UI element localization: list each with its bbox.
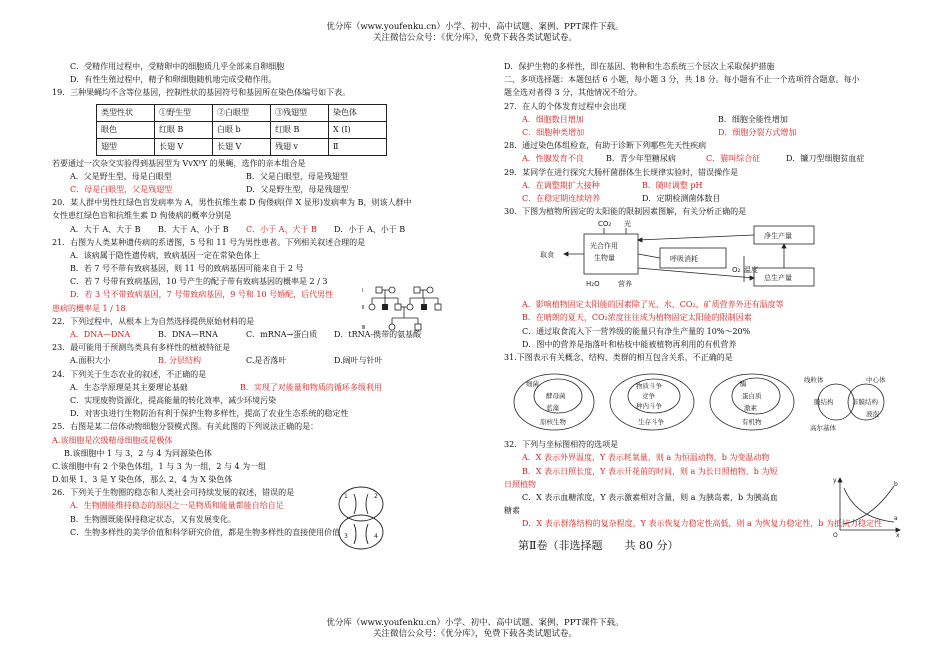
table-cell: 长翅 V — [155, 138, 213, 155]
q28-stem: 28．通过染色体组检查，有助于诊断下列哪些先天性疾病 — [504, 141, 707, 151]
q30-label: 温度 — [744, 266, 758, 275]
page-header — [0, 22, 950, 44]
q26-option-c: C．生物多样性的美学价值和科学研究价值，都是生物多样性的直接使用价值 — [70, 527, 341, 537]
q27-option-a: A．细胞数目增加 — [522, 114, 584, 124]
q32-option-c-cont: 糖素 — [504, 506, 520, 516]
pedigree-female — [389, 324, 395, 330]
q31-label: 中心体 — [866, 376, 886, 385]
q22-option-d: D．tRNA-携带的氨基酸 — [334, 330, 422, 339]
q25-option-d: D.如果 1、3 是 Y 染色体，那么 2、4 为 X 染色体 — [52, 475, 233, 485]
q28-option-c: C．猫叫综合征 — [706, 154, 761, 164]
q27-option-d: D．细胞分裂方式增加 — [718, 127, 797, 137]
footer-line-1: 优分库（www.youfenku.cn）小学、初中、高中试题、案例、PPT课件下载。 — [326, 618, 624, 628]
q25-stem: 25．右图是某二倍体动物细胞分裂模式图。有关此图的下列说法正确的是： — [52, 422, 319, 432]
q31-label: 蓝藻 — [546, 404, 559, 413]
q30-option-c: C．通过取食流入下一营养级的能量只有净生产量的 10%～20% — [522, 326, 751, 336]
pedigree-male — [415, 324, 421, 330]
section-multi-choice-2: 题全选对者得 3 分，其他情况不给分。 — [504, 88, 643, 98]
q22-option-a: A．DNA—DNA — [70, 330, 131, 339]
q21-option-b: B．若 7 号不带有致病基因，则 11 号的致病基因可能来自于 2 号 — [70, 264, 304, 274]
q32-graph — [832, 474, 904, 538]
q28-options — [504, 154, 904, 167]
q25-option-b: B.该细胞中 1 与 3，2 与 4 为同源染色体 — [64, 448, 213, 458]
cell-lower — [339, 515, 383, 549]
q31-label: 种内斗争 — [636, 402, 662, 411]
q19-stem: 19．三种果蝇均不含等位基因，控制性状的基因符号和基因所在染色体编号如下表。 — [52, 88, 351, 98]
q30-option-a: A．影响植物固定太阳能的因素除了光、水、CO₂、矿质营养外还有温度等 — [522, 300, 784, 310]
table-cell: 白眼 b — [213, 121, 271, 138]
q26-stem: 26．下列关于生物圈的稳态和人类社会可持续发展的叙述，错误的是 — [52, 488, 295, 498]
svg-text:Ⅱ: Ⅱ — [362, 305, 365, 311]
pedigree-female — [369, 304, 375, 310]
graph-curve-b-label: b — [894, 481, 898, 488]
q30-stem: 30．下图为植物所固定的太阳能的限制因素图解，有关分析正确的是 — [504, 207, 747, 217]
table-cell: 长翅 V — [213, 138, 271, 155]
q18-option-c: C．受精作用过程中，受精卵中的细胞质几乎全部来自卵细胞 — [70, 62, 285, 71]
pedigree-affected-male — [382, 304, 388, 310]
right-column — [504, 62, 904, 555]
q24-option-c: C．实现废物资源化，提高能量的转化效率，减少环境污染 — [70, 395, 277, 405]
svg-text:Ⅲ: Ⅲ — [362, 325, 366, 331]
q20-stem: 20．某人群中男性红绿色盲发病率为 A，男性抗维生素 D 佝偻病(伴 X 显形)发病率为 B，则该人群中 — [52, 198, 412, 208]
q20-option-b: B．大于 A、小于 B — [158, 224, 229, 234]
q30-label: 生物量 — [594, 254, 615, 263]
q31-label: 酶 — [740, 380, 747, 389]
table-cell: ③残翅型 — [271, 104, 329, 121]
q23-option-c: C.是否落叶 — [246, 356, 287, 366]
table-cell: Ⅱ — [329, 138, 387, 155]
q29-options-cd — [504, 194, 904, 207]
q19-options-cd — [52, 185, 444, 198]
q19-options-ab — [52, 172, 444, 185]
page-footer — [0, 618, 950, 640]
q31-label: 膜结构 — [814, 398, 834, 407]
q21-option-d: D．若 3 号不带致病基因，7 号带致病基因，9 号和 10 号婚配，后代男性 — [70, 290, 334, 300]
q29-option-a: A．在调整期扩大接种 — [522, 180, 600, 190]
table-cell: 眼色 — [97, 121, 155, 138]
q31-venn-diagrams — [504, 366, 904, 436]
table-cell: 残翅 v — [271, 138, 329, 155]
q28-option-d: D．镰刀型细胞贫血症 — [786, 154, 865, 164]
q29-stem: 29．某同学在进行探究大肠杆菌群体生长规律实验时，错误操作是 — [504, 167, 739, 177]
q24-option-b: B．实现了对能量和物质的循环多级利用 — [240, 382, 382, 392]
q31-label: 线粒体 — [804, 376, 824, 385]
q20-options — [52, 225, 444, 238]
q31-label: 细菌 — [526, 380, 539, 389]
q30-label: O₂ — [732, 266, 741, 275]
q25-option-a: A.该细胞是次级精母细胞或是极体 — [52, 435, 173, 445]
pedigree-male — [414, 287, 420, 293]
q29-option-d: D．定期检测菌体数目 — [642, 193, 721, 203]
pedigree-male — [395, 304, 401, 310]
q19-option-b: B．父是白眼型，母是残翅型 — [246, 171, 348, 181]
q26-option-b: B．生物圈既能保持稳定状态，又有发展变化。 — [70, 514, 236, 524]
q27-options-cd — [504, 128, 904, 141]
q21-option-d-cont: 患病的概率是 1 / 18 — [52, 303, 126, 313]
q29-option-b: B．随时调整 pH — [642, 180, 703, 190]
svg-text:4: 4 — [374, 533, 378, 540]
q32-option-a: A．X 表示外界温度，Y 表示耗氧量，则 a 为恒温动物，b 为变温动物 — [522, 453, 770, 463]
footer-line-2: 关注微信公众号：《优分库》，免费下载各类试题试卷。 — [372, 629, 577, 639]
q24-stem: 24．下列关于生态农业的叙述，不正确的是 — [52, 369, 207, 379]
table-cell: 类型性状 — [97, 104, 155, 121]
table-cell: X (Ⅰ) — [329, 121, 387, 138]
q31-label: 酵母菌 — [546, 392, 566, 401]
q32-stem: 32．下列与坐标图相符的选项是 — [504, 440, 619, 450]
pedigree-female — [389, 287, 395, 293]
q20-stem-2: 女性患红绿色盲和抗维生素 D 佝偻病的概率分别是 — [52, 211, 232, 221]
q32-option-b: B．X 表示日照长度，Y 表示开花前的时间，则 a 为长日照植物，b 为短 — [522, 466, 778, 476]
q30-label: 光 — [624, 220, 631, 229]
q30-label: 营养 — [618, 280, 632, 289]
q30-energy-diagram — [504, 220, 904, 300]
header-line-1: 优分库（www.youfenku.cn）小学、初中、高中试题、案例、PPT课件下载。 — [326, 22, 624, 32]
section-multi-choice: 二、多项选择题：本题包括 6 小题，每小题 3 分，共 18 分。每小题有不止一个选项符合题意。每小 — [504, 75, 860, 85]
left-column — [52, 62, 444, 541]
q31-stem: 31.下图表示有关概念、结构、类群的相互包含关系，不正确的是 — [504, 353, 733, 362]
q24-option-a: A．生态学原理是其主要理论基础 — [70, 382, 188, 392]
pedigree-male — [435, 304, 441, 310]
q28-option-a: A．性腺发育不良 — [522, 154, 584, 164]
cell-division-diagram — [330, 480, 392, 552]
q21-option-a: A．该病属于隐性遗传病，致病基因一定在常染色体上 — [70, 250, 260, 260]
q20-option-a: A．大于 A、大于 B — [70, 224, 141, 234]
q32-option-d: D．X 表示群落结构的复杂程度，Y 表示恢复力稳定性高低，则 a 为恢复力稳定性，b 为抵抗力稳定性 — [522, 519, 882, 529]
svg-text:2: 2 — [374, 493, 378, 500]
curve-a — [844, 488, 894, 522]
q30-label: 呼吸消耗 — [670, 255, 698, 264]
q22-option-b: B．DNA—RNA — [158, 330, 218, 339]
q25-option-c: C.该细胞中有 2 个染色体组，1 与 3 为一组，2 与 4 为一组 — [52, 461, 267, 471]
q31-label: 高尔基体 — [810, 424, 836, 433]
q23-option-d: D.阔叶与针叶 — [334, 356, 383, 366]
q21-option-c: C．若 7 号带有致病基因，10 号产生的配子带有致病基因的概率是 2 / 3 — [70, 277, 328, 287]
graph-origin: O — [833, 532, 838, 538]
q19-option-d: D．父是野生型，母是残翅型 — [246, 184, 349, 194]
q30-option-b: B．在晴朗的夏天，CO₂浓度往往成为植物固定太阳能的限制因素 — [522, 313, 752, 323]
q32-option-b-cont: 日照植物 — [504, 479, 536, 489]
q19-option-c: C．母是白眼型，父是残翅型 — [70, 184, 173, 194]
q24-option-d: D．对害虫进行生物防治有利于保护生物多样性，提高了农业生态系统的稳定性 — [70, 409, 349, 419]
table-row — [97, 138, 387, 155]
q23-option-b: B. 分层结构 — [158, 356, 201, 366]
q30-label: 总生产量 — [764, 274, 792, 283]
header-line-2: 关注微信公众号：《优分库》，免费下载各类试题试卷。 — [372, 33, 577, 43]
q31-label: 激素 — [744, 404, 757, 413]
q29-options-ab — [504, 181, 904, 194]
q30-label: H₂O — [586, 280, 600, 289]
table-cell: ①野生型 — [155, 104, 213, 121]
q31-label: 液泡 — [866, 410, 879, 419]
q30-label: CO₂ — [598, 220, 612, 229]
q30-label: 净生产量 — [764, 232, 792, 241]
q27-option-c: C．细胞种类增加 — [522, 127, 585, 137]
q30-label: 光合作用 — [590, 242, 618, 251]
q32-option-c: C．X 表示血糖浓度，Y 表示激素相对含量，则 a 为胰岛素，b 为胰高血 — [522, 492, 778, 502]
q20-option-c: C．小于 A、大于 B — [246, 224, 317, 234]
table-cell: 染色体 — [329, 104, 387, 121]
q21-stem: 21．右图为人类某种遗传病的系谱图，5 号和 11 号为男性患者。下列相关叙述合理的是 — [52, 237, 366, 247]
q22-option-c: C．mRNA→蛋白质 — [246, 330, 318, 339]
q23-options — [52, 356, 444, 369]
q23-option-a: A.面积大小 — [70, 356, 111, 366]
q27-stem: 27．在人的个体发育过程中会出现 — [504, 101, 627, 111]
q26-option-a: A．生物圈能维持稳态的原因之一是物质和能量都能自给自足 — [70, 501, 284, 511]
q31-label: 蛋白质 — [742, 392, 762, 401]
q24-options-ab — [52, 383, 444, 396]
svg-text:Ⅰ: Ⅰ — [362, 288, 364, 294]
q19-sub: 若要通过一次杂交实验得到基因型为 VvXᵇY 的果蝇，选作的亲本组合是 — [52, 158, 306, 168]
q31-label: 物质斗争 — [636, 382, 662, 391]
pedigree-affected-male — [421, 304, 427, 310]
pedigree-diagram — [362, 284, 450, 340]
pedigree-female — [407, 304, 413, 310]
table-cell: ②白眼型 — [213, 104, 271, 121]
q29-option-c: C．在稳定期连续培养 — [522, 193, 601, 203]
pedigree-female — [427, 287, 433, 293]
pedigree-male — [376, 287, 382, 293]
graph-x-label: x — [896, 532, 900, 538]
q27-options-ab — [504, 115, 904, 128]
q31-label: 非膜结构 — [852, 398, 878, 407]
q23-stem: 23．最可能用于预测鸟类具有多样性的植被特征是 — [52, 343, 231, 353]
q31-label: 有机物 — [742, 418, 762, 427]
q27-option-b: B．细胞全能性增加 — [718, 114, 788, 124]
q31-label: 原核生物 — [540, 418, 566, 427]
q19-option-a: A．父是野生型，母是白眼型 — [70, 171, 172, 181]
table-row — [97, 104, 387, 121]
part-2-title: 第Ⅱ卷（非选择题 共 80 分） — [518, 538, 679, 552]
table-row — [97, 121, 387, 138]
table-cell: 红眼 B — [155, 121, 213, 138]
graph-y-label: y — [833, 477, 837, 484]
q28-option-b: B．青少年型糖尿病 — [606, 154, 676, 164]
svg-text:3: 3 — [344, 533, 348, 540]
q18-option-d: D．有性生殖过程中，精子和卵细胞随机地完成受精作用。 — [70, 75, 277, 85]
q20-option-d: D．小于 A、小于 B — [334, 224, 406, 234]
table-cell: 翅型 — [97, 138, 155, 155]
q30-label: 取食 — [540, 251, 554, 260]
q22-stem: 22．下列过程中，从根本上为自然选择提供原始材料的是 — [52, 316, 255, 326]
q31-label: 生存斗争 — [638, 418, 664, 427]
q19-table — [96, 104, 387, 156]
q30-option-d: D．图中的营养是指落叶和枯枝中能被植物再利用的有机营养 — [522, 339, 737, 349]
svg-text:1: 1 — [344, 493, 348, 500]
graph-curve-a-label: a — [894, 515, 898, 522]
q31-label: 竞争 — [642, 392, 655, 401]
curve-b — [844, 486, 894, 524]
q26-option-d: D．保护生物的多样性，即在基因、物种和生态系统三个层次上采取保护措施 — [504, 62, 775, 71]
table-cell: 红眼 B — [271, 121, 329, 138]
